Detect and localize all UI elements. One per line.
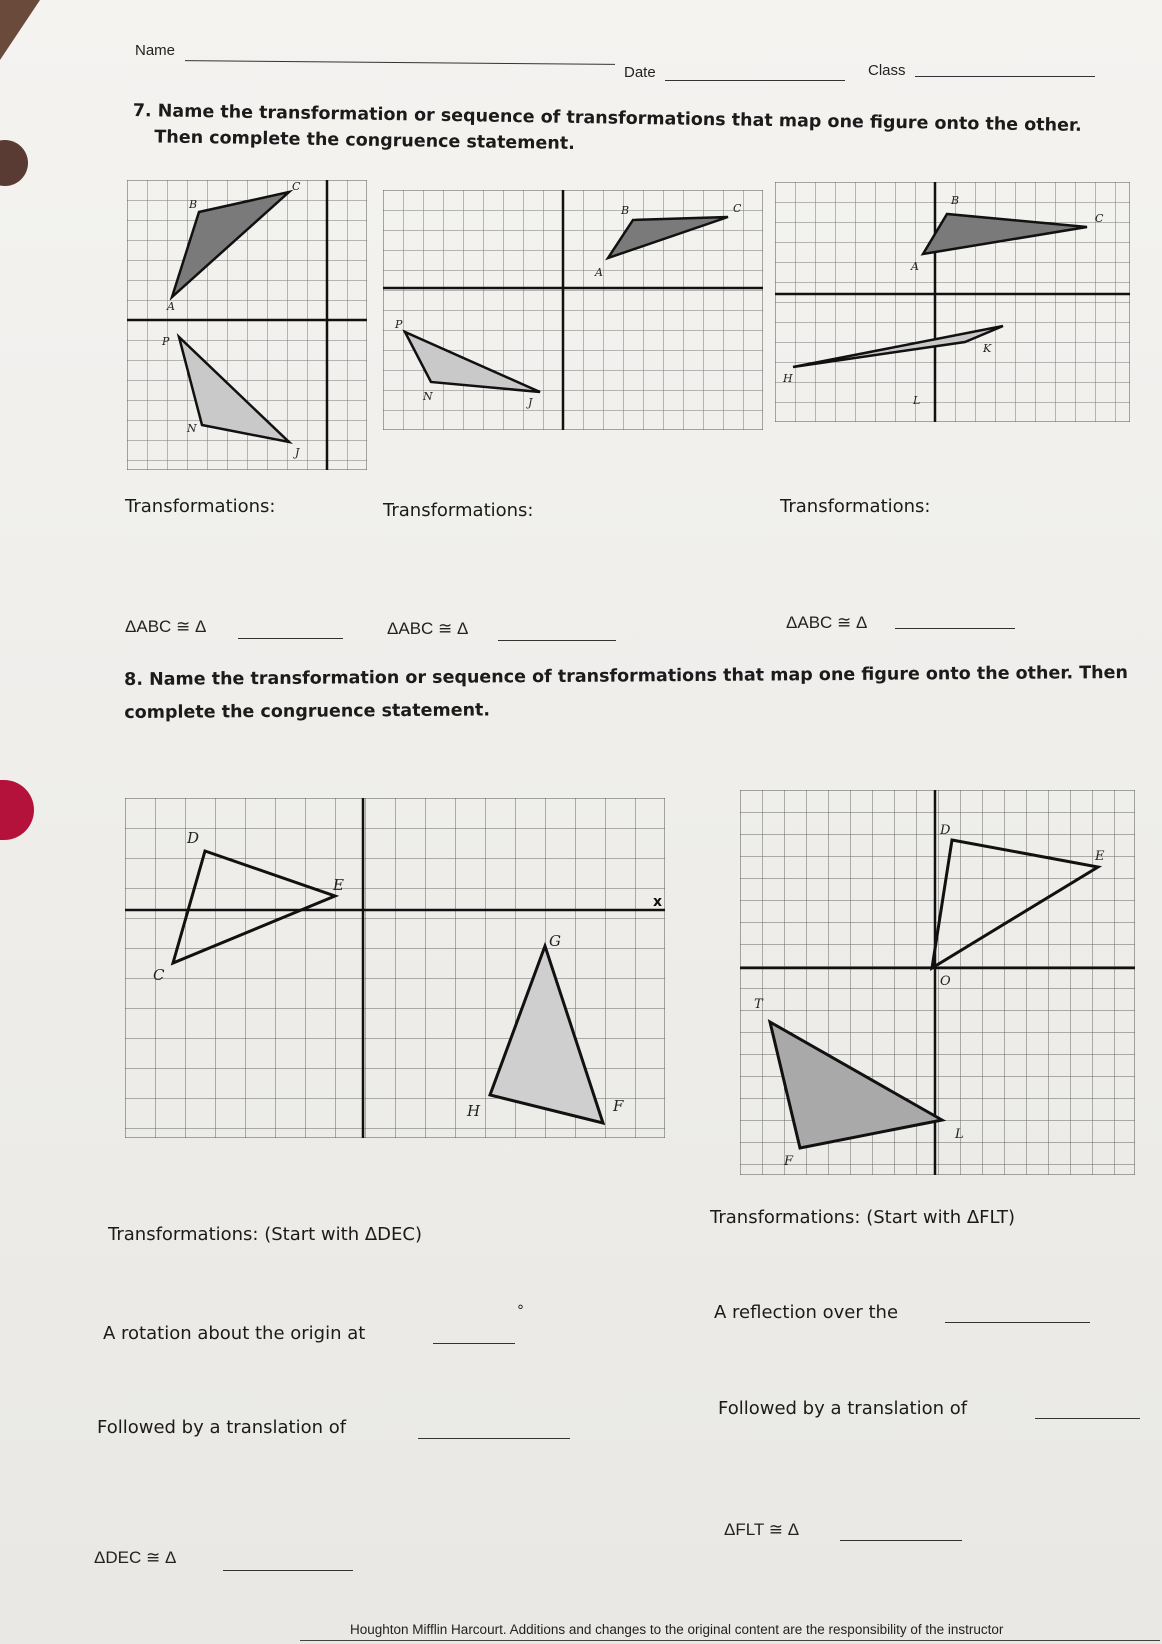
q7-graph-3 (775, 182, 1130, 422)
x-axis-label: x (653, 894, 663, 910)
label-c: C (292, 180, 301, 193)
label-b: B (189, 198, 198, 211)
label-p: P (162, 335, 170, 348)
label-g: G (549, 932, 561, 950)
reflection-label: A reflection over the (714, 1302, 899, 1323)
q7-graph-2 (383, 190, 763, 430)
footer-rule (300, 1640, 1160, 1641)
rotation-label: A rotation about the origin at (103, 1323, 366, 1344)
label-n: N (423, 390, 433, 403)
label-j: J (528, 396, 533, 409)
label-b: B (621, 204, 630, 217)
class-line[interactable] (915, 76, 1095, 77)
label-d: D (187, 829, 200, 847)
date-line[interactable] (665, 80, 845, 81)
q8-graph-left (125, 798, 665, 1138)
label-k: K (983, 342, 992, 355)
label-e: E (333, 876, 344, 894)
label-c: C (1095, 212, 1104, 225)
q8-left-congruence: ΔDEC ≅ Δ (94, 1548, 177, 1567)
q7-transformations-1: Transformations: (125, 496, 276, 517)
footer-copyright: Houghton Mifflin Harcourt. Additions and changes to the original content are the responsibility of the instructor (350, 1622, 1004, 1637)
label-a: A (595, 266, 603, 279)
q8-right-congruence: ΔFLT ≅ Δ (724, 1520, 800, 1539)
label-e: E (1095, 849, 1105, 864)
question-8-prompt: 8. Name the transformation or sequence of transformations that map one figure onto the other. Then complete the congruence statement. (124, 662, 1129, 723)
label-c: C (733, 202, 742, 215)
q7-congruence-1-blank[interactable] (238, 638, 343, 639)
q7-congruence-3: ΔABC ≅ Δ (786, 613, 868, 632)
q7-graph-1 (127, 180, 367, 470)
q7-congruence-3-blank[interactable] (895, 628, 1015, 629)
label-d: D (940, 823, 951, 838)
degree-symbol: ° (517, 1303, 524, 1319)
label-l: L (913, 394, 921, 407)
label-a: A (167, 300, 175, 313)
q7-congruence-2: ΔABC ≅ Δ (387, 619, 469, 638)
label-a: A (911, 260, 919, 273)
label-f: F (613, 1097, 624, 1115)
label-b: B (951, 194, 960, 207)
q8-left-congruence-blank[interactable] (223, 1570, 353, 1571)
q8-graph-right (740, 790, 1135, 1175)
label-o: O (940, 974, 951, 989)
label-j: J (295, 446, 300, 459)
q8-left-translation-label: Followed by a translation of (97, 1417, 347, 1438)
q8-right-translation-label: Followed by a translation of (718, 1398, 968, 1419)
label-l: L (955, 1127, 964, 1142)
label-n: N (187, 422, 197, 435)
label-f: F (784, 1154, 794, 1169)
label-p: P (395, 318, 403, 331)
name-label: Name (135, 42, 176, 59)
rotation-degrees-blank[interactable] (433, 1343, 515, 1344)
label-h: H (467, 1102, 481, 1120)
q8-right-transformations-label: Transformations: (Start with ΔFLT) (710, 1207, 1016, 1228)
class-label: Class (868, 62, 906, 79)
q7-congruence-1: ΔABC ≅ Δ (125, 617, 207, 636)
q8-left-translation-blank[interactable] (418, 1438, 570, 1439)
q7-transformations-2: Transformations: (383, 500, 534, 521)
label-c: C (153, 966, 165, 984)
date-label: Date (624, 64, 656, 81)
label-h: H (783, 372, 793, 385)
reflection-blank[interactable] (945, 1322, 1090, 1323)
q8-left-transformations-label: Transformations: (Start with ΔDEC) (108, 1224, 422, 1245)
q8-right-congruence-blank[interactable] (840, 1540, 962, 1541)
label-t: T (754, 997, 763, 1012)
q8-right-translation-blank[interactable] (1035, 1418, 1140, 1419)
question-7-prompt: 7. Name the transformation or sequence of transformations that map one figure onto the other. Then complete the congruence statement. (132, 100, 1082, 154)
q7-transformations-3: Transformations: (780, 496, 931, 517)
q7-congruence-2-blank[interactable] (498, 640, 616, 641)
